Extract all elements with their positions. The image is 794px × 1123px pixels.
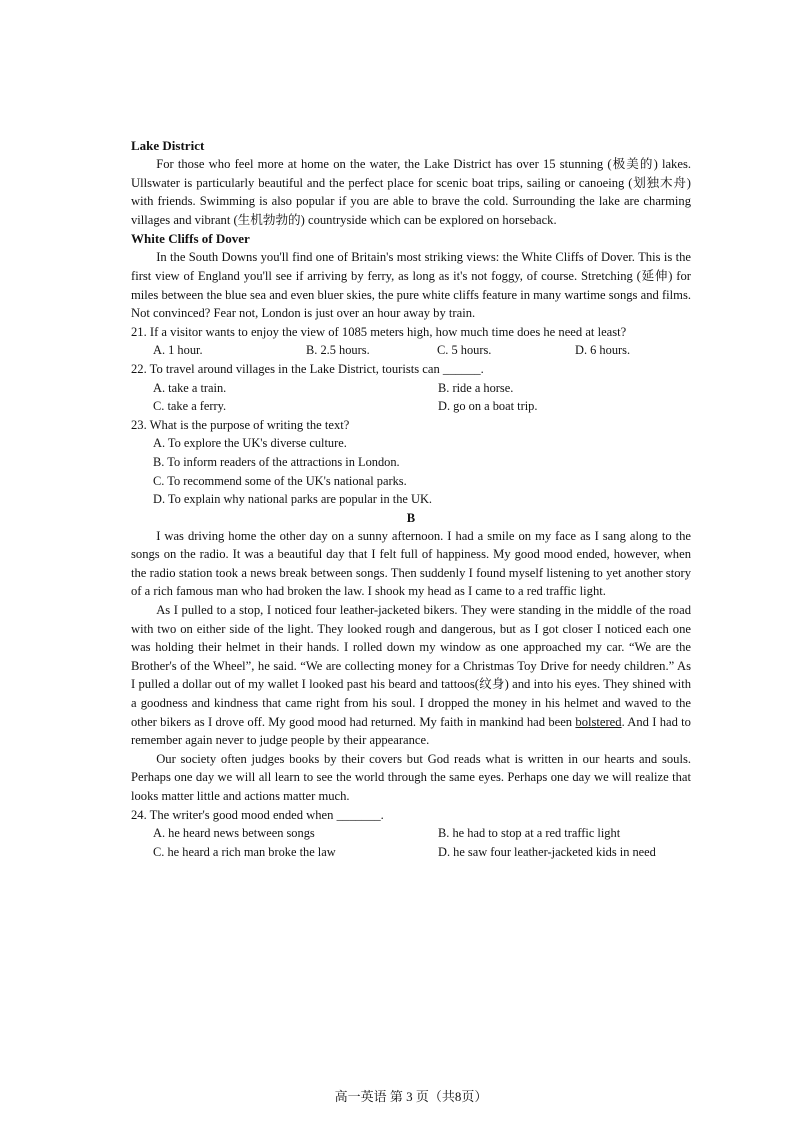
options-22 — [131, 379, 691, 416]
option-23-b: B. To inform readers of the attractions in London. — [153, 454, 400, 469]
option-21-c: C. 5 hours. — [437, 343, 492, 358]
option-22-b: B. ride a horse. — [438, 380, 514, 395]
option-24-a: A. he heard news between songs — [153, 826, 315, 841]
option-24-b: B. he had to stop at a red traffic light — [438, 826, 621, 841]
exam-page — [131, 136, 691, 1104]
p2-text-b: . And I had to remember again never to judge people by their appearance. — [131, 714, 691, 748]
option-22-c: C. take a ferry. — [153, 399, 227, 414]
question-21: 21. If a visitor wants to enjoy the view of 1085 meters high, how much time does he need at least? — [131, 324, 627, 339]
question-24: 24. The writer's good mood ended when _______. — [131, 807, 384, 822]
page-footer: 高一英语 第 3 页（共8页） — [334, 1089, 488, 1104]
option-22-d: D. go on a boat trip. — [438, 399, 538, 414]
option-24-c: C. he heard a rich man broke the law — [153, 844, 336, 859]
passage-b-paragraph-1: I was driving home the other day on a sunny afternoon. I had a smile on my face as I sang along to the songs on the radio. It was a beautiful day that I felt full of happiness. My good mood ended, however, when the radio station took a news break between songs. Then suddenly I found myself listening to yet another story of a rich famous man who had broken the law. I shook my head as I came to a red traffic light. — [131, 528, 691, 599]
option-21-b: B. 2.5 hours. — [306, 343, 370, 358]
passage-b-paragraph-3: Our society often judges books by their covers but God reads what is written in our hearts and souls. Perhaps one day we will all learn to see the world through the same eyes. Perhaps one day we will realize that looks matter little and actions matter much. — [131, 751, 691, 803]
option-23-c: C. To recommend some of the UK's national parks. — [153, 473, 407, 488]
option-21-d: D. 6 hours. — [575, 343, 631, 358]
underlined-word: bolstered — [575, 714, 622, 729]
passage-b-label: B — [406, 510, 416, 525]
question-23: 23. What is the purpose of writing the text? — [131, 417, 350, 432]
options-23 — [131, 434, 691, 508]
option-23-a: A. To explore the UK's diverse culture. — [153, 436, 347, 451]
dover-heading: White Cliffs of Dover — [131, 231, 250, 247]
p2-text-a: As I pulled to a stop, I noticed four leather-jacketed bikers. They were standing in the middle of the road with two on either side of the light. They looked rough and dangerous, but as I got closer I noticed each one was holding their helmet in their hands. I rolled down my window as one approached my car. “We are the Brother's of the Wheel”, he said. “We are collecting money for a Christmas Toy Drive for needy children.” As I pulled a dollar out of my wallet I looked past his beard and tattoos(纹身) and into his eyes. They shined with a goodness and kindness that came right from his soul. I dropped the money in his helmet and waved to the other bikers as I drove off. My good mood had returned. My faith in mankind had been — [131, 603, 691, 729]
options-21 — [131, 341, 691, 360]
options-24 — [131, 824, 691, 861]
option-24-d: D. he saw four leather-jacketed kids in need — [438, 844, 656, 859]
option-22-a: A. take a train. — [153, 380, 227, 395]
lake-district-body: For those who feel more at home on the water, the Lake District has over 15 stunning (极美的) lakes. Ullswater is particularly beautiful and the perfect place for scenic boat trips, sailing or canoeing (划独木舟) with friends. Swimming is also popular if you are able to brave the cold. Surrounding the lake are charming villages and vibrant (生机勃勃的) countryside which can be explored on horseback. — [131, 157, 691, 227]
passage-b-paragraph-2 — [131, 601, 691, 750]
dover-body: In the South Downs you'll find one of Britain's most striking views: the White Cliffs of Dover. This is the first view of England you'll see if arriving by ferry, as long as it's not foggy, of course. Stretching (延伸) for miles between the blue sea and even bluer skies, the pure white cliffs feature in many wartime songs and films. Not convinced? Fear not, London is just over an hour away by train. — [131, 250, 691, 321]
option-21-a: A. 1 hour. — [153, 343, 203, 358]
lake-district-heading: Lake District — [131, 138, 205, 153]
question-22: 22. To travel around villages in the Lake District, tourists can ______. — [131, 361, 484, 376]
option-23-d: D. To explain why national parks are popular in the UK. — [153, 492, 433, 507]
